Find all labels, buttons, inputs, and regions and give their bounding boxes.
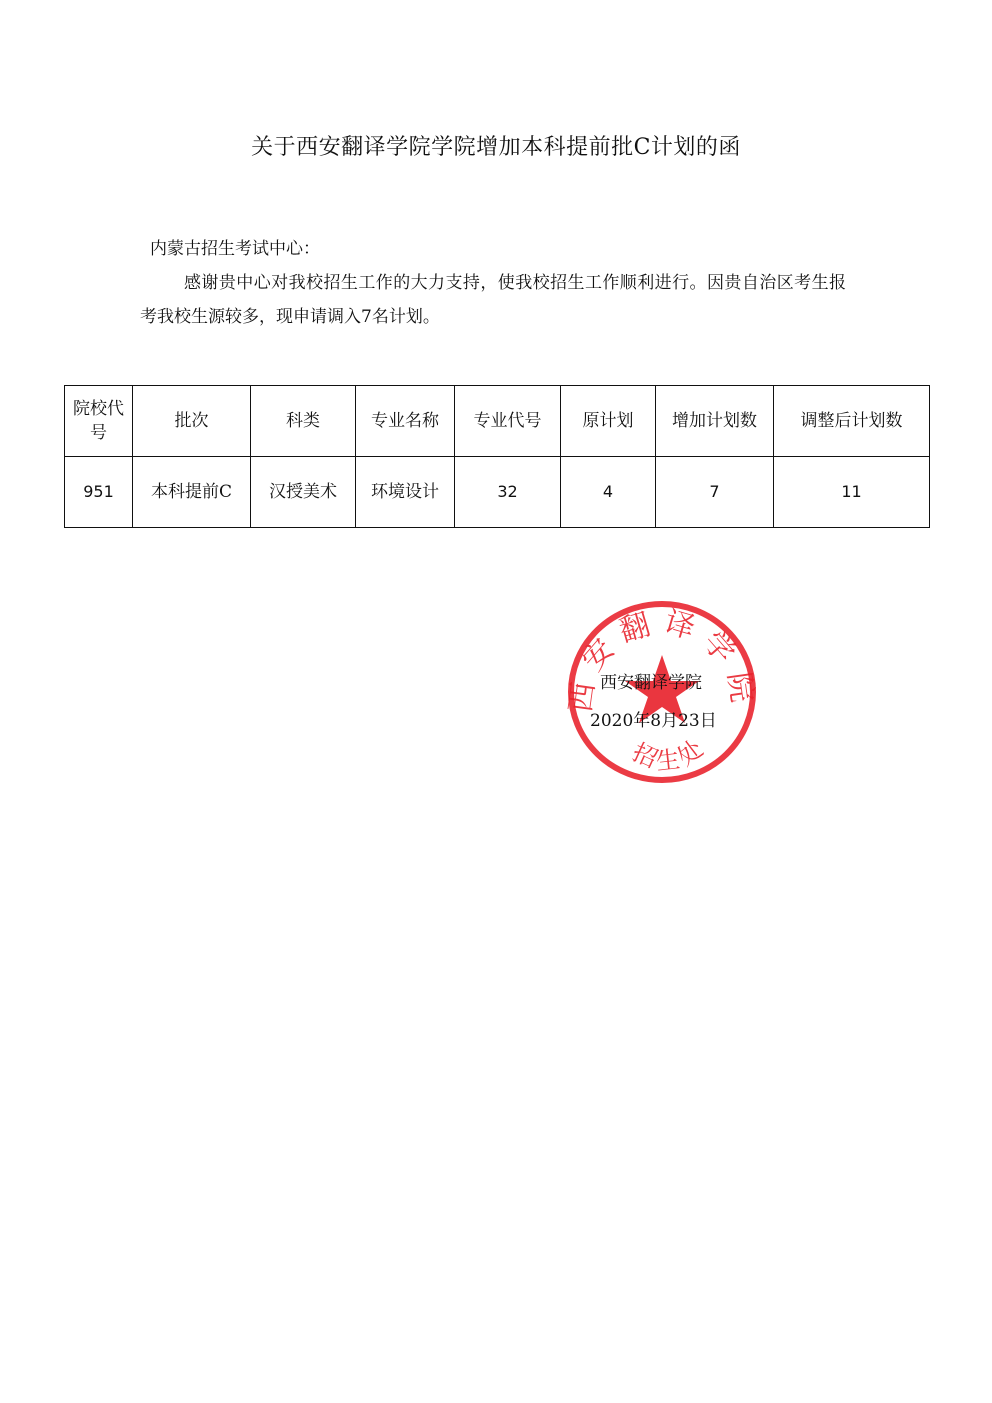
table-header-row <box>65 386 930 457</box>
header-school-code: 院校代号 <box>65 386 133 457</box>
cell-major-code: 32 <box>455 457 561 528</box>
plan-table <box>64 385 930 528</box>
letter-title: 关于西安翻译学院学院增加本科提前批C计划的函 <box>251 135 741 160</box>
header-original-plan: 原计划 <box>561 386 656 457</box>
header-batch: 批次 <box>133 386 251 457</box>
cell-school-code: 951 <box>65 457 133 528</box>
letter-body: 感谢贵中心对我校招生工作的大力支持，使我校招生工作顺利进行。因贵自治区考生报考我校生源较多，现申请调入7名计划。 <box>140 273 846 327</box>
seal-text-top: 西安翻译学院 <box>563 604 761 715</box>
seal-text-bottom: 招生处 <box>628 731 712 776</box>
table-row <box>65 457 930 528</box>
salutation: 内蒙古招生考试中心： <box>150 239 320 259</box>
signature-date: 2020年8月23日 <box>590 711 717 731</box>
cell-added-plan: 7 <box>656 457 774 528</box>
cell-adjusted-plan: 11 <box>774 457 930 528</box>
signature-school: 西安翻译学院 <box>600 673 702 693</box>
header-major-code: 专业代号 <box>455 386 561 457</box>
cell-original-plan: 4 <box>561 457 656 528</box>
signoff <box>560 664 760 740</box>
header-category: 科类 <box>251 386 356 457</box>
header-adjusted-plan: 调整后计划数 <box>774 386 930 457</box>
cell-batch: 本科提前C <box>133 457 251 528</box>
cell-major-name: 环境设计 <box>356 457 455 528</box>
header-added-plan: 增加计划数 <box>656 386 774 457</box>
cell-category: 汉授美术 <box>251 457 356 528</box>
header-major-name: 专业名称 <box>356 386 455 457</box>
